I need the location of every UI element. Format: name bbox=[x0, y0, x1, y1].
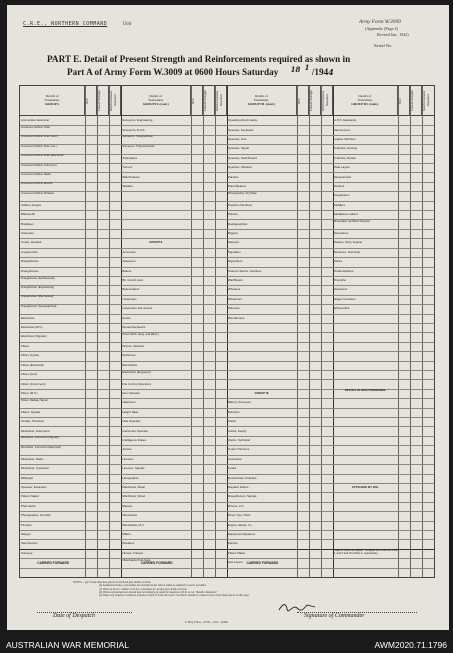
trade-label: Volunteers bbox=[333, 288, 348, 292]
trade-label: Operator, Wireless bbox=[228, 166, 252, 170]
trade-label: Woodturners bbox=[228, 316, 245, 320]
trade-label: Gas Layers bbox=[228, 561, 243, 565]
trade-label: Battery Surveyors bbox=[228, 401, 251, 405]
trade-label: Telecom Mechs, Numbers bbox=[228, 269, 262, 273]
trade-label: Nurses, Trained bbox=[122, 551, 143, 555]
trade-label: Signwriters bbox=[228, 260, 243, 264]
trade-label: Cooks bbox=[228, 467, 237, 471]
column-header-line1: Details of bbox=[45, 94, 59, 98]
note-d: (d) Where replacement not desired note accordingly on return by insertion of N.R. in col. "Reinfts. Required." bbox=[99, 590, 218, 594]
trade-label: Orderlies, Dental bbox=[333, 156, 356, 160]
trade-label: Cooks, Hospital bbox=[21, 241, 42, 245]
trade-label: Operator, Line bbox=[228, 137, 247, 141]
trade-label: Carpenters bbox=[122, 297, 137, 301]
date-of-despatch-label: Date of Despatch bbox=[53, 613, 95, 619]
column-header-text: Reinforcements Required bbox=[109, 90, 118, 111]
column-header-reinforcements-required bbox=[321, 86, 333, 116]
trade-label: Wiremen bbox=[228, 307, 240, 311]
column-header-text: Reinforcements Required bbox=[422, 90, 431, 111]
trade-label: Dental Clerk Orderlies bbox=[228, 476, 257, 480]
trade-label: Fitters (Gun) bbox=[21, 373, 38, 377]
trade-label: Shoemaker and Boot Repairer bbox=[333, 220, 370, 224]
trade-label: Textile Refitters bbox=[333, 269, 354, 273]
trade-label: Operator, Keyboard bbox=[228, 128, 254, 132]
trade-label: Armament Artificer Radio bbox=[21, 173, 51, 177]
column-header-w-e bbox=[297, 86, 309, 116]
column-header-line2: Tradesmen, bbox=[357, 98, 373, 102]
trade-label: Saw Doctors bbox=[21, 542, 38, 546]
trade-label: Blacksmith bbox=[21, 213, 35, 217]
trade-label: Observation Post Assts. bbox=[122, 558, 151, 562]
trade-label: Wagon Knockers bbox=[333, 297, 356, 301]
trade-label: Mechanists, M.V. bbox=[122, 523, 145, 527]
trade-label: Cooks bbox=[122, 316, 131, 320]
trade-label: Instrument Operator bbox=[122, 429, 149, 433]
trade-label: Plate Layers bbox=[333, 166, 350, 170]
trade-label: Mechanist, Radio bbox=[21, 457, 44, 461]
trade-label: Hatchmen bbox=[122, 401, 136, 405]
trade-label: Operating Room Assts. bbox=[228, 119, 258, 123]
strength-table bbox=[19, 85, 435, 578]
column-header-text: Present Strength bbox=[203, 90, 208, 111]
trade-label: Stokers, Stmy. Engine bbox=[333, 241, 363, 245]
trade-label: Lithographer bbox=[122, 476, 139, 480]
trade-label: Radiographists bbox=[228, 222, 248, 226]
group-heading: GROUP II. bbox=[149, 241, 164, 245]
trade-label: Turners bbox=[122, 166, 133, 170]
trade-label: Pattern Maker bbox=[21, 495, 40, 499]
column-header-w-e bbox=[191, 86, 203, 116]
group-heading: GROUP III. bbox=[254, 391, 270, 395]
form-title-line2 bbox=[67, 63, 334, 78]
trade-label: Armament Artificer Fitter (Gun) bbox=[21, 135, 58, 139]
trade-label: Ammunition Examiner bbox=[21, 119, 50, 123]
trade-label: Hammermen bbox=[333, 128, 351, 132]
column-header-w-e bbox=[85, 86, 97, 116]
trade-label: Signallers bbox=[228, 250, 241, 254]
column-header-details bbox=[20, 86, 85, 116]
trade-label: Electrician (M.V.) bbox=[21, 326, 43, 330]
trade-label: Draughtsman (Architectural) bbox=[21, 276, 55, 280]
appendix-label: (Appendix (Page 2) bbox=[365, 26, 399, 31]
trade-label: Drivers, H.V. bbox=[228, 504, 245, 508]
trade-label: Coppersmith bbox=[21, 250, 38, 254]
trade-label: Printers bbox=[228, 213, 238, 217]
column-header-cat: GROUP II. (cont.) bbox=[142, 102, 169, 106]
trade-label: Photographer, Dry Plate bbox=[228, 191, 257, 195]
trade-label: Tailors bbox=[333, 260, 343, 264]
trade-label: Draughtsmen, Signals bbox=[228, 495, 257, 499]
trade-label: Driver Mech. (Eng. and Mech.) bbox=[122, 332, 159, 336]
signature-of-commander-label: Signature of Commander bbox=[304, 613, 365, 619]
trade-label: Electrician (Signals) bbox=[21, 335, 47, 339]
trade-label: Dispatch Riders bbox=[228, 486, 249, 490]
trade-label: Photographer, Not Flds bbox=[21, 514, 51, 518]
column-header-present-strength bbox=[203, 86, 215, 116]
totals-note: Totals of columns marked * to agree with columns 4 and 5, and 6 and 10 of Part A, respectively. bbox=[333, 549, 398, 555]
column-header-line1: Details of bbox=[149, 94, 163, 98]
trade-label: Riveters bbox=[333, 184, 345, 188]
trade-label: Surveyors, Trigonometrical bbox=[122, 144, 155, 148]
trade-label: Watchmakers bbox=[122, 175, 140, 179]
trade-label: Engine Hands, I.C. bbox=[228, 523, 253, 527]
group-heading: DETAILS OF NON-TRADESMEN. bbox=[344, 389, 386, 393]
column-header-text: W.E. bbox=[191, 97, 196, 104]
trade-label: Saddlers bbox=[333, 203, 346, 207]
trade-label: Electricians bbox=[122, 363, 138, 367]
column-header-cat: GROUP III. (cont.) bbox=[247, 102, 275, 106]
column-header-reinforcements-required bbox=[215, 86, 227, 116]
trade-label: Masons bbox=[122, 504, 133, 508]
column-header-text: Present Strength bbox=[308, 90, 313, 111]
trade-label: Electricians (Engineers) bbox=[122, 370, 151, 374]
trade-label: Mechanists bbox=[122, 514, 137, 518]
column-header-details bbox=[333, 86, 398, 116]
column-header-line1: Details of bbox=[358, 94, 372, 98]
trade-label: Machinists, Metal bbox=[122, 486, 145, 490]
trade-label: Btr. Cond's Asst. bbox=[122, 279, 144, 283]
column-header-present-strength bbox=[97, 86, 109, 116]
note-c: (c) Where A.W.A.C. authors A.W.A.C. personnel are serving give details on back. bbox=[99, 587, 188, 591]
column-header-text: Reinforcements Required bbox=[215, 90, 224, 111]
trade-label: Fitters (Electrical) bbox=[21, 363, 44, 367]
column-header-present-strength bbox=[410, 86, 422, 116]
trade-label: Operator, Signal bbox=[228, 147, 249, 151]
trade-label: Joiners bbox=[122, 448, 132, 452]
column-header-line1: Details of bbox=[254, 94, 268, 98]
column-header-reinforcements-required bbox=[109, 86, 121, 116]
column-header-line2: Tradesmen, bbox=[44, 98, 60, 102]
army-form-number: Army Form W.3009 bbox=[359, 19, 401, 25]
trade-label: Artificer, Engine bbox=[21, 203, 42, 207]
army-form-page bbox=[7, 5, 449, 630]
credit-accession: AWM2020.71.1796 bbox=[374, 640, 447, 650]
note-e: (e) Where any request or omission is made on back of form, the words "see Back" should be written in one of the blank spaces on this page. bbox=[99, 594, 250, 598]
column-header-text: Present Strength bbox=[97, 90, 102, 111]
trade-label: Mechanist, Instrument bbox=[21, 429, 50, 433]
trade-label: Operator, Excavator bbox=[21, 486, 47, 490]
trade-label: Armament Artificer Wireless bbox=[21, 191, 55, 195]
trade-label: Dental Mechanics bbox=[122, 326, 146, 330]
trade-label: Receptionists bbox=[333, 175, 352, 179]
carried-forward-label: CARRIED FORWARD bbox=[37, 560, 70, 565]
column-header-cat: GROUP III. (cont.) bbox=[351, 102, 379, 106]
column-header-text: W.E. bbox=[85, 97, 90, 104]
trade-label: Predictor Numbers bbox=[228, 203, 253, 207]
trade-label: Bakers bbox=[122, 269, 132, 273]
printer-imprint: L.H.Q. Press—3158—1/43—100m. bbox=[185, 620, 229, 624]
trade-label: Draughtsman (Topographical) bbox=[21, 304, 57, 308]
credit-bar bbox=[0, 638, 453, 653]
credit-institution: AUSTRALIAN WAR MEMORIAL bbox=[6, 640, 129, 650]
trade-label: Fire Control Operators bbox=[122, 382, 152, 386]
column-header-details bbox=[121, 86, 191, 116]
unit-line bbox=[23, 21, 131, 27]
column-header-reinforcements-required bbox=[422, 86, 434, 116]
trade-label: Welders bbox=[122, 184, 133, 188]
trade-label: Armament Artificer Fitter (H.L.) bbox=[21, 144, 58, 148]
trade-label: Clerks bbox=[228, 420, 237, 424]
trade-label: Armament Artificer Fitter (Electrical) bbox=[21, 154, 64, 158]
trade-label: G.P.O. Assistants bbox=[333, 119, 356, 123]
carried-forward-divider bbox=[20, 549, 434, 550]
trade-label: Sawyers bbox=[228, 241, 240, 245]
trade-label: Fitters' Mates bbox=[228, 551, 246, 555]
trade-label: Saddletree makers bbox=[333, 213, 358, 217]
trade-label: Fitters, Railway Signal bbox=[21, 398, 48, 402]
trade-label: Draughtsman (Engineering) bbox=[21, 285, 55, 289]
trade-label: Armament Artificer Electric bbox=[21, 182, 53, 186]
trade-label: Surveyors, R.A.S. bbox=[122, 128, 146, 132]
trade-label: Fitters, Signals bbox=[21, 410, 41, 414]
trade-label: Surveyors, Topographical bbox=[122, 135, 153, 139]
trade-label: Grinder, Precision bbox=[21, 420, 44, 424]
trade-label: Boilermakers bbox=[122, 288, 140, 292]
trade-label: Draftsmen bbox=[122, 354, 136, 358]
trade-label: Concretion bbox=[228, 457, 242, 461]
title-text: Part A of Army Form W.3009 at 0600 Hours Saturday bbox=[67, 67, 279, 77]
trade-label: Millwright bbox=[21, 476, 34, 480]
trade-label: Assessors bbox=[122, 260, 136, 264]
trade-label: Mechanist, Typewriter bbox=[21, 467, 50, 471]
trade-label: Painters bbox=[228, 175, 239, 179]
year-suffix: /194 bbox=[311, 67, 329, 77]
trade-label: Mechanist, Instrument (Signals) bbox=[21, 436, 59, 440]
trade-label: Armament Artificer Instrument bbox=[21, 163, 57, 167]
trade-label: Linemen, Signals bbox=[122, 467, 145, 471]
unit-label: Unit bbox=[122, 22, 132, 27]
trade-label: Linemen bbox=[122, 457, 134, 461]
trade-label: Stevedores bbox=[333, 232, 349, 235]
column-header-present-strength bbox=[309, 86, 321, 116]
trade-label: Plumber bbox=[21, 523, 32, 527]
trade-label: Hole Operator bbox=[122, 420, 141, 424]
trade-label: Mechanist, Instrument (Electrical) bbox=[21, 445, 61, 449]
trade-label: Fitters (M.V.) bbox=[21, 391, 38, 395]
trade-label: Equipment Repairers bbox=[228, 533, 256, 537]
column-header-text: W.E. bbox=[296, 97, 301, 104]
trade-label: Clerks, Technical bbox=[228, 438, 250, 442]
trade-label: Toolmakers bbox=[122, 156, 138, 160]
trade-label: Panel Beaters bbox=[228, 184, 247, 188]
trade-label: Electrician bbox=[21, 316, 35, 320]
trade-label: Pharmacist bbox=[21, 504, 36, 508]
trade-label: Wheelers bbox=[228, 288, 241, 292]
trade-label: Machinists, Wood bbox=[122, 495, 146, 499]
column-header-line2: Tradesmen, bbox=[253, 98, 270, 102]
trade-label: Sawyer bbox=[21, 533, 31, 537]
month-hand: 1 bbox=[304, 63, 310, 72]
column-header-line2: Tradesmen, bbox=[147, 98, 164, 102]
trade-label: Fitters bbox=[21, 344, 30, 348]
column-header-text: Reinforcements Required bbox=[320, 90, 329, 111]
column-header-cat: GROUP I. bbox=[44, 102, 60, 106]
note-b: (b) Authorised trades or specialists not included in list will be added as required in spaces provided. bbox=[99, 584, 207, 588]
trade-label: Draughtsman bbox=[21, 269, 39, 273]
carried-forward-label: CARRIED FORWARD bbox=[246, 560, 279, 565]
trade-label: Fitters (Instrument) bbox=[21, 382, 46, 386]
trade-label: Surveyors, Engineering bbox=[122, 119, 153, 123]
trade-label: Roughriders bbox=[333, 194, 350, 198]
trade-label: Leather Stitchers bbox=[333, 137, 356, 141]
trade-label: Moulders bbox=[122, 542, 135, 546]
trade-label: Armourers bbox=[122, 250, 136, 254]
column-header-text: W.E. bbox=[398, 97, 403, 104]
group-heading: ATTACHED BY W.E. bbox=[351, 486, 379, 490]
trade-label: Clerks, Supply bbox=[228, 429, 247, 433]
trade-label: Coach Trimmers bbox=[228, 448, 250, 452]
trade-label: Surveyor bbox=[21, 551, 33, 555]
trade-label: Storemen, Technical bbox=[333, 250, 360, 254]
trade-label: Fitters (Cycle) bbox=[21, 354, 39, 358]
note-a: NOTES.—(a) If rank other than private is involved give details on back. bbox=[73, 581, 151, 584]
trade-label: Operator, Switchboard bbox=[228, 156, 257, 160]
trade-label: Carpenters and Joiners bbox=[122, 307, 153, 311]
trade-label: Wheelmen bbox=[228, 297, 242, 301]
trade-label: Driver Tyre, Plant bbox=[228, 514, 251, 518]
trade-label: Carpenter bbox=[21, 232, 34, 235]
trade-label: Millers bbox=[122, 533, 131, 537]
trade-label: Farriers bbox=[228, 542, 238, 546]
trade-label: Riggers bbox=[228, 232, 238, 235]
trade-label: Armament Artificer Fitter bbox=[21, 126, 50, 129]
trade-label: Drivers, Operator bbox=[122, 344, 145, 348]
trade-label: Orderlies, Nursing bbox=[333, 147, 357, 151]
trade-label: Intelligence Duties bbox=[122, 438, 146, 442]
trade-label: Bricklayer bbox=[21, 222, 34, 226]
trade-label: Height Taker bbox=[122, 410, 139, 414]
trade-label: Wall Borers bbox=[228, 279, 243, 283]
column-header-details bbox=[227, 86, 297, 116]
year-hand: 4 bbox=[328, 67, 334, 77]
trade-label: Whitesmiths bbox=[333, 307, 350, 311]
column-header-w-e bbox=[398, 86, 410, 116]
trade-label: Tinsmiths bbox=[333, 279, 346, 283]
notes-block bbox=[73, 581, 413, 597]
unit-typed: C.R.E., NORTHERN COMMAND bbox=[23, 21, 108, 27]
trade-label: Gun Operator bbox=[122, 391, 140, 395]
trade-label: Draughtsman (Mechanical) bbox=[21, 295, 54, 299]
trade-label: Butchers bbox=[228, 410, 240, 414]
serial-label: Serial No. bbox=[374, 43, 393, 48]
carried-forward-label: CARRIED FORWARD bbox=[140, 560, 173, 565]
trade-label: Draughtsman bbox=[21, 260, 39, 264]
form-title-line1: PART E. Detail of Present Strength and Reinforcements required as shown in bbox=[47, 54, 351, 64]
column-header-text: Present Strength bbox=[410, 90, 415, 111]
date-hand: 18 bbox=[290, 65, 301, 74]
revised-label: Revised Jan., 1942) bbox=[377, 31, 409, 37]
